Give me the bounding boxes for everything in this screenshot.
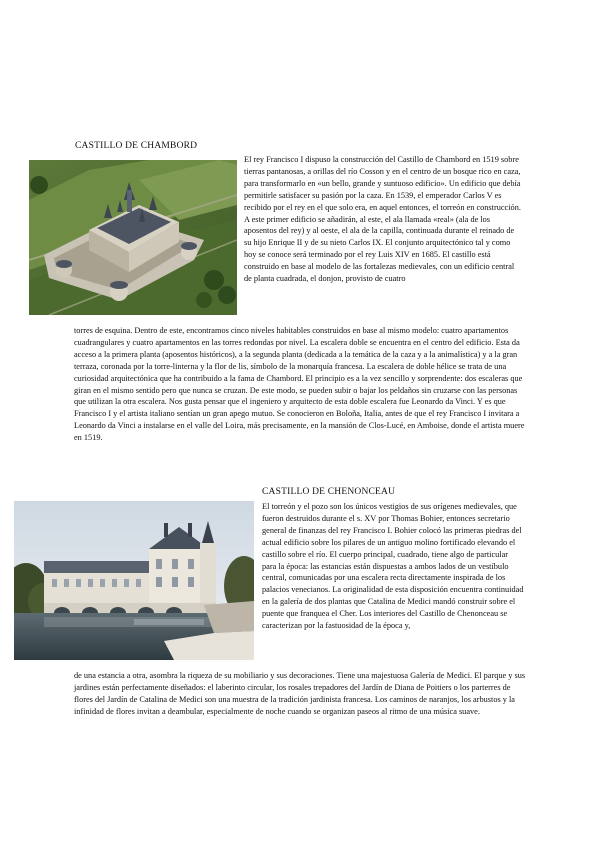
chenonceau-wrap-paragraph: El torreón y el pozo son los únicos vestigios de sus orígenes medievales, que fueron destruidos durante el s. XV por Thomas Bohier, entonces secretario general de finanzas del rey Francisco I. Bohier colocó las primeras piedras del actual edificio sobre los pilares de un antiguo molino fortificado elevando el castillo sobre el río. El cuerpo principal, cuadrado, tiene algo de particular para la época: las estancias están dispuestas a ambos lados de un vestíbulo central, comunicadas por una escalera recta directamente inspirada de los palacios venecianos. La originalidad de esta disposición encuentra continuidad en la galería de dos plantas que Catalina de Medici mandó construir sobre el puente que franquea el Cher. Los interiores del Castillo de Chenonceau se caracterizan por la fastuosidad de la época y, <box>262 502 524 631</box>
chambord-full-paragraph: torres de esquina. Dentro de este, encontramos cinco niveles habitables construidos en base al mismo modelo: cuatro apartamentos cuadrangulares y cuatro apartamentos en las torres redondas por nivel. La escalera doble se encuentra en el centro del edificio. Esta da acceso a la primera planta (aposentos históricos), a la segunda planta (dedicada a la temática de la caza y a la animalística) y a la gran terraza, coronada por la torre-linterna y la flor de lis, símbolo de la monarquía francesa. La escalera de doble hélice se trata de una curiosidad arquitectónica que ha contribuido a la fama de Chambord. El principio es a la vez sencillo y sorprendente: dos escaleras que giran en el mismo sentido pero que nunca se cruzan. De este modo, se pueden subir o bajar los peldaños sin cruzarse con las personas que utilizan la otra escalera. Nos gusta pensar que el ingeniero y arquitecto de esta doble escalera fue Leonardo da Vinci. Y es que Francisco I y el artista italiano sentían un gran apego mutuo. Se conocieron en Boloña, Italia, antes de que el rey Francisco I invitara a Leonardo da Vinci a instalarse en el valle del Loira, más precisamente, en la mansión de Clos-Lucé, en Amboise, donde el artista muere en 1519. <box>74 326 525 443</box>
chambord-wrap-paragraph: El rey Francisco I dispuso la construcción del Castillo de Chambord en 1519 sobre tierras pantanosas, a orillas del río Cosson y en el centro de un bosque rico en caza, para transformarlo en «un bello, grande y suntuoso edificio». Un edificio que debía permitirle satisfacer su pasión por la caza. En 1539, el emperador Carlos V es recibido por el rey en el que solo era, en aquel entonces, el torreón en construcción. A este primer edificio se añadirán, al este, el ala llamada «real» (ala de los aposentos del rey) y al oeste, el ala de la capilla, continuada durante el reinado de su hijo Enrique II y de su nieto Carlos IX. El conjunto arquitectónico tal y como hoy se conoce será terminado por el rey Luis XIV en 1685. El castillo está construido en base al modelo de las fortalezas medievales, con un edificio central de planta cuadrada, el donjon, provisto de cuatro <box>244 155 521 284</box>
chenonceau-title: CASTILLO DE CHENONCEAU <box>262 487 396 497</box>
chambord-photo <box>29 160 237 315</box>
chambord-aerial-image <box>29 160 237 315</box>
chambord-title: CASTILLO DE CHAMBORD <box>75 141 198 151</box>
chenonceau-photo <box>14 501 254 660</box>
chenonceau-full-paragraph: de una estancia a otra, asombra la riqueza de su mobiliario y sus decoraciones. Tiene una majestuosa Galería de Medici. El parque y sus jardines están perfectamente diseñados: el laberinto circular, los rosales trepadores del Jardín de Diana de Poitiers o los parterres de flores del Jardín de Catalina de Medici son una muestra de la tradición jardinista francesa. Los caminos de naranjos, los arbustos y la infinidad de flores invitan a deambular, especialmente de noche cuando se organizan paseos al ritmo de una música suave. <box>74 671 526 716</box>
chenonceau-image <box>14 501 254 660</box>
